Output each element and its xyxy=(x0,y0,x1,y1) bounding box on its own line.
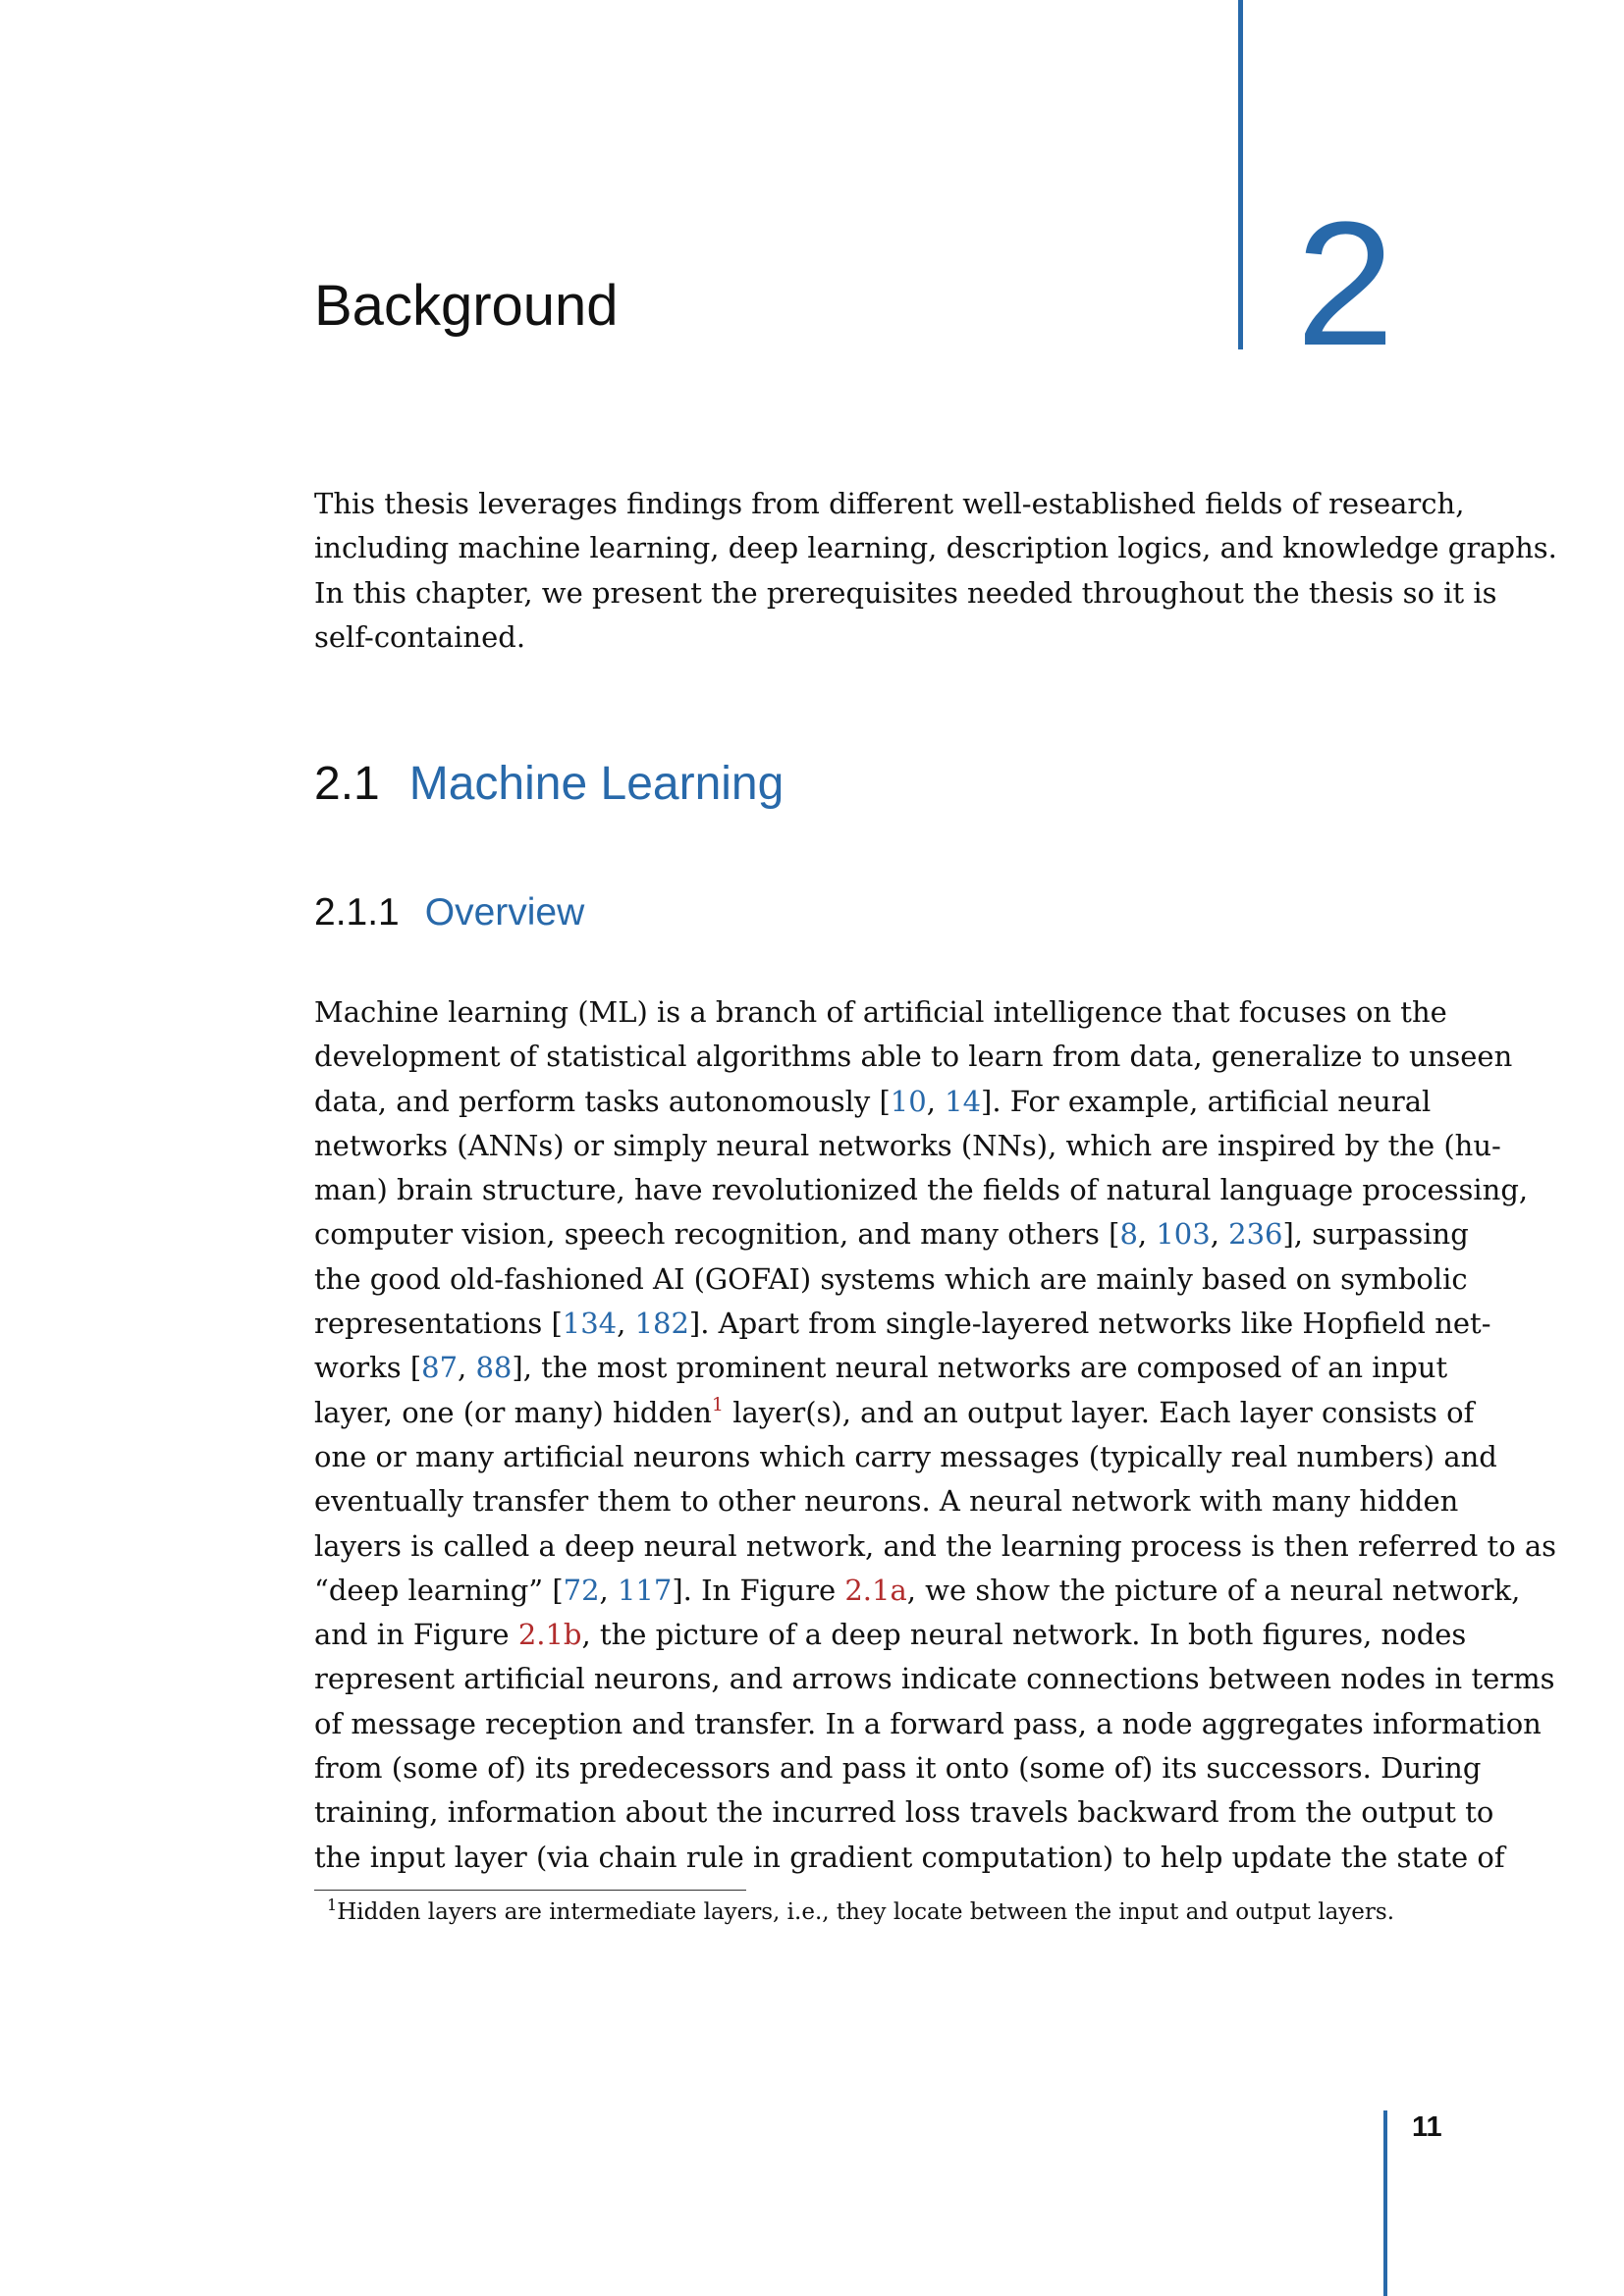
text-run: “deep learning” [ xyxy=(314,1573,564,1607)
text-line: of message reception and transfer. In a forward pass, a node aggregates information xyxy=(314,1706,1542,1740)
text-run: , xyxy=(458,1351,476,1385)
text-line xyxy=(314,1346,1448,1390)
figure-reference-link[interactable]: 2.1a xyxy=(844,1573,907,1607)
citation-link[interactable]: 72 xyxy=(563,1573,600,1607)
text-line: represent artificial neurons, and arrows indicate connections between nodes in terms xyxy=(314,1662,1555,1696)
text-run: ], surpassing xyxy=(1282,1217,1469,1252)
chapter-title: Background xyxy=(314,274,619,338)
text-line xyxy=(314,1391,1475,1435)
section-number: 2.1 xyxy=(314,758,380,810)
section-title: Machine Learning xyxy=(408,758,785,810)
text-line xyxy=(314,1569,1521,1613)
text-line: networks (ANNs) or simply neural networks (NNs), which are inspired by the (hu- xyxy=(314,1128,1501,1162)
text-line: including machine learning, deep learning, description logics, and knowledge graphs. xyxy=(314,531,1557,565)
text-run: ]. In Figure xyxy=(672,1573,845,1607)
footnote-mark: 1 xyxy=(327,1896,338,1914)
page-marker-rule xyxy=(1383,2110,1387,2296)
footnote-separator xyxy=(314,1890,746,1891)
text-run: , xyxy=(1210,1217,1229,1252)
citation-link[interactable]: 117 xyxy=(617,1573,673,1607)
text-run: and in Figure xyxy=(314,1618,518,1652)
text-line: eventually transfer them to other neurons. A neural network with many hidden xyxy=(314,1484,1459,1519)
text-line: training, information about the incurred loss travels backward from the output to xyxy=(314,1795,1494,1830)
page-number: 11 xyxy=(1412,2111,1442,2143)
subsection-title: Overview xyxy=(424,891,585,934)
chapter-marker-rule xyxy=(1238,0,1243,349)
footnote-text: Hidden layers are intermediate layers, i.e., they locate between the input and output layers. xyxy=(337,1899,1395,1925)
text-line: Machine learning (ML) is a branch of artificial intelligence that focuses on the xyxy=(314,995,1447,1029)
citation-link[interactable]: 236 xyxy=(1228,1217,1283,1252)
text-line: In this chapter, we present the prerequisites needed throughout the thesis so it is xyxy=(314,575,1497,610)
text-line: from (some of) its predecessors and pass it onto (some of) its successors. During xyxy=(314,1751,1482,1786)
footnote xyxy=(327,1897,1394,1927)
text-run: , we show the picture of a neural network, xyxy=(906,1573,1521,1607)
subsection-number: 2.1.1 xyxy=(314,891,400,934)
ml-overview-paragraph xyxy=(314,990,1557,1880)
citation-link[interactable]: 182 xyxy=(634,1307,689,1341)
text-run: , xyxy=(926,1084,946,1118)
citation-link[interactable]: 88 xyxy=(475,1351,513,1385)
text-run: , xyxy=(1137,1217,1157,1252)
text-run: , xyxy=(617,1307,635,1341)
text-run: ], the most prominent neural networks are composed of an input xyxy=(512,1351,1448,1385)
text-line xyxy=(314,1302,1491,1346)
citation-link[interactable]: 14 xyxy=(945,1084,982,1118)
citation-link[interactable]: 10 xyxy=(890,1084,927,1118)
text-line xyxy=(314,1212,1469,1256)
figure-reference-link[interactable]: 2.1b xyxy=(517,1618,582,1652)
citation-link[interactable]: 134 xyxy=(562,1307,618,1341)
text-line: development of statistical algorithms able to learn from data, generalize to unseen xyxy=(314,1040,1513,1074)
text-run: , the picture of a deep neural network. In both figures, nodes xyxy=(581,1618,1467,1652)
text-run: layer, one (or many) hidden xyxy=(314,1395,712,1429)
chapter-number: 2 xyxy=(1296,186,1395,383)
text-run: works [ xyxy=(314,1351,422,1385)
text-line: the good old-fashioned AI (GOFAI) systems which are mainly based on symbolic xyxy=(314,1261,1468,1296)
text-run: representations [ xyxy=(314,1307,563,1341)
text-line: self-contained. xyxy=(314,619,526,654)
subsection-heading xyxy=(314,893,584,932)
text-line: man) brain structure, have revolutionized the fields of natural language processing, xyxy=(314,1173,1529,1207)
text-run: computer vision, speech recognition, and many others [ xyxy=(314,1217,1120,1252)
text-line: This thesis leverages findings from different well-established fields of research, xyxy=(314,487,1465,520)
text-run: ]. Apart from single-layered networks like Hopfield net- xyxy=(688,1307,1491,1341)
citation-link[interactable]: 8 xyxy=(1119,1217,1138,1252)
text-run: data, and perform tasks autonomously [ xyxy=(314,1084,891,1118)
intro-paragraph xyxy=(314,482,1557,660)
section-heading xyxy=(314,758,785,810)
footnote-marker-link[interactable]: 1 xyxy=(711,1393,724,1415)
text-run: ]. For example, artificial neural xyxy=(981,1084,1432,1118)
text-line: one or many artificial neurons which carry messages (typically real numbers) and xyxy=(314,1439,1497,1473)
text-line xyxy=(314,1613,1467,1657)
text-run: , xyxy=(599,1573,618,1607)
text-line xyxy=(314,1080,1432,1124)
text-line: the input layer (via chain rule in gradient computation) to help update the state of xyxy=(314,1840,1505,1874)
citation-link[interactable]: 103 xyxy=(1156,1217,1211,1252)
text-run: layer(s), and an output layer. Each layer consists of xyxy=(724,1395,1475,1429)
citation-link[interactable]: 87 xyxy=(421,1351,459,1385)
text-line: layers is called a deep neural network, and the learning process is then referred to as xyxy=(314,1528,1557,1563)
